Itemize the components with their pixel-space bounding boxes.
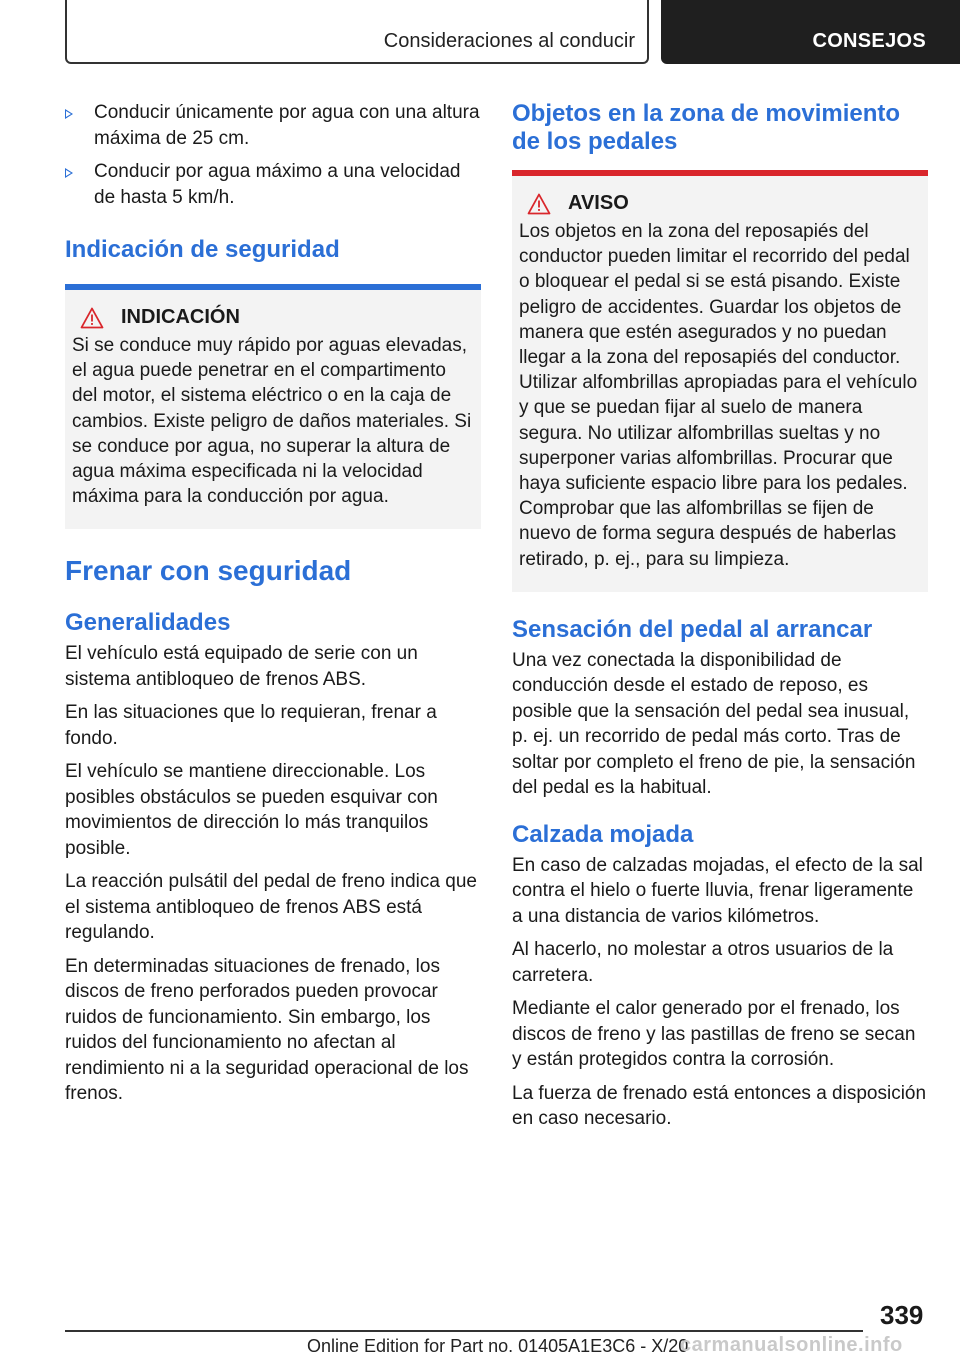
bullet-item [65, 100, 481, 151]
edition-text: Online Edition for Part no. 01405A1E3C6 - X/20 [307, 1336, 689, 1356]
warning-box [512, 170, 928, 592]
warning-title: AVISO [568, 192, 629, 214]
paragraph: Una vez conectada la disponibilidad de conducción desde el estado de reposo, es posible que la sensación del pedal sea inusual, p. ej. un recorrido de pedal más corto. Tras de soltar por completo el freno de pie, la sensación del pedal es la habitual. [512, 649, 916, 799]
footer-divider [65, 1330, 863, 1332]
bullet-triangle-icon [65, 109, 73, 119]
notice-header [80, 306, 473, 329]
notice-box [65, 284, 481, 529]
watermark-logo: carmanualsonline.info [680, 1334, 903, 1356]
bullet-text: Conducir por agua máximo a una velocidad de hasta 5 km/h. [94, 161, 461, 208]
warning-text: Los objetos en la zona del reposapiés del conductor pueden limitar el recorrido del pedal o bloquear el pedal si se está pisando. Existe peligro de accidentes. Guardar los objetos de manera que estén asegurados y no puedan llegar a la zona del reposapiés del conductor. Utilizar alfombrillas apropiadas para el vehículo y que se puedan fijar al suelo de manera segura. No utilizar alfombrillas sueltas y no superponer varias alfombrillas. Procurar que haya suficiente espacio libre para los pedales. Comprobar que las alfombrillas se fijen de nuevo de forma segura después de haberlas retirado, p. ej., para su limpieza. [519, 221, 918, 570]
safety-heading: Indicación de seguridad [65, 236, 340, 263]
sensation-heading: Sensación del pedal al arrancar [512, 615, 873, 643]
page-number: 339 [880, 1300, 924, 1330]
paragraph: En caso de calzadas mojadas, el efecto de la sal contra el hielo o fuerte lluvia, frenar ligeramente a una distancia de varios kilómetros. [512, 854, 923, 927]
header-chapter-title: CONSEJOS [812, 30, 926, 52]
warning-triangle-icon [80, 307, 104, 329]
header-section-title: Consideraciones al conducir [383, 30, 635, 52]
header-section-tab [65, 0, 649, 64]
right-column [512, 100, 928, 1140]
pedal-heading: Objetos en la zona de movimiento de los pedales [512, 100, 901, 155]
paragraph: En determinadas situaciones de frenado, los discos de freno perforados pueden provocar ruidos de funcionamiento. Sin embargo, los ruidos del funcionamiento no afectan al rendimiento ni a la seguridad operacional de los frenos. [65, 955, 469, 1105]
paragraph: La reacción pulsátil del pedal de freno indica que el sistema antibloqueo de frenos ABS está regulando. [65, 871, 477, 944]
left-column [65, 100, 481, 1115]
paragraph: Mediante el calor generado por el frenado, los discos de freno y las pastillas de freno se secan y están protegidos contra la corrosión. [512, 998, 916, 1071]
bullet-item [65, 159, 481, 210]
bullet-text: Conducir únicamente por agua con una altura máxima de 25 cm. [94, 102, 480, 149]
brake-heading: Frenar con seguridad [65, 555, 352, 587]
paragraph: El vehículo se mantiene direccionable. Los posibles obstáculos se pueden esquivar con movimientos de dirección lo más tranquilos posible. [65, 761, 438, 859]
notice-text: Si se conduce muy rápido por aguas elevadas, el agua puede penetrar en el compartimento del motor, el sistema eléctrico o en la caja de cambios. Existe peligro de daños materiales. Si se conduce por agua, no superar la altura de agua máxima especificada ni la velocidad máxima para la conducción por agua. [72, 335, 472, 508]
paragraph: En las situaciones que lo requieran, frenar a fondo. [65, 702, 437, 749]
notice-title: INDICACIÓN [121, 306, 240, 328]
header-chapter-tab [661, 0, 960, 64]
general-heading: Generalidades [65, 609, 231, 637]
paragraph: El vehículo está equipado de serie con un sistema antibloqueo de frenos ABS. [65, 643, 418, 690]
warning-header [527, 192, 920, 215]
wet-heading: Calzada mojada [512, 820, 694, 848]
bullet-triangle-icon [65, 168, 73, 178]
paragraph: Al hacerlo, no molestar a otros usuarios de la carretera. [512, 939, 894, 986]
warning-triangle-icon [527, 193, 551, 215]
paragraph: La fuerza de frenado está entonces a disposición en caso necesario. [512, 1082, 927, 1130]
